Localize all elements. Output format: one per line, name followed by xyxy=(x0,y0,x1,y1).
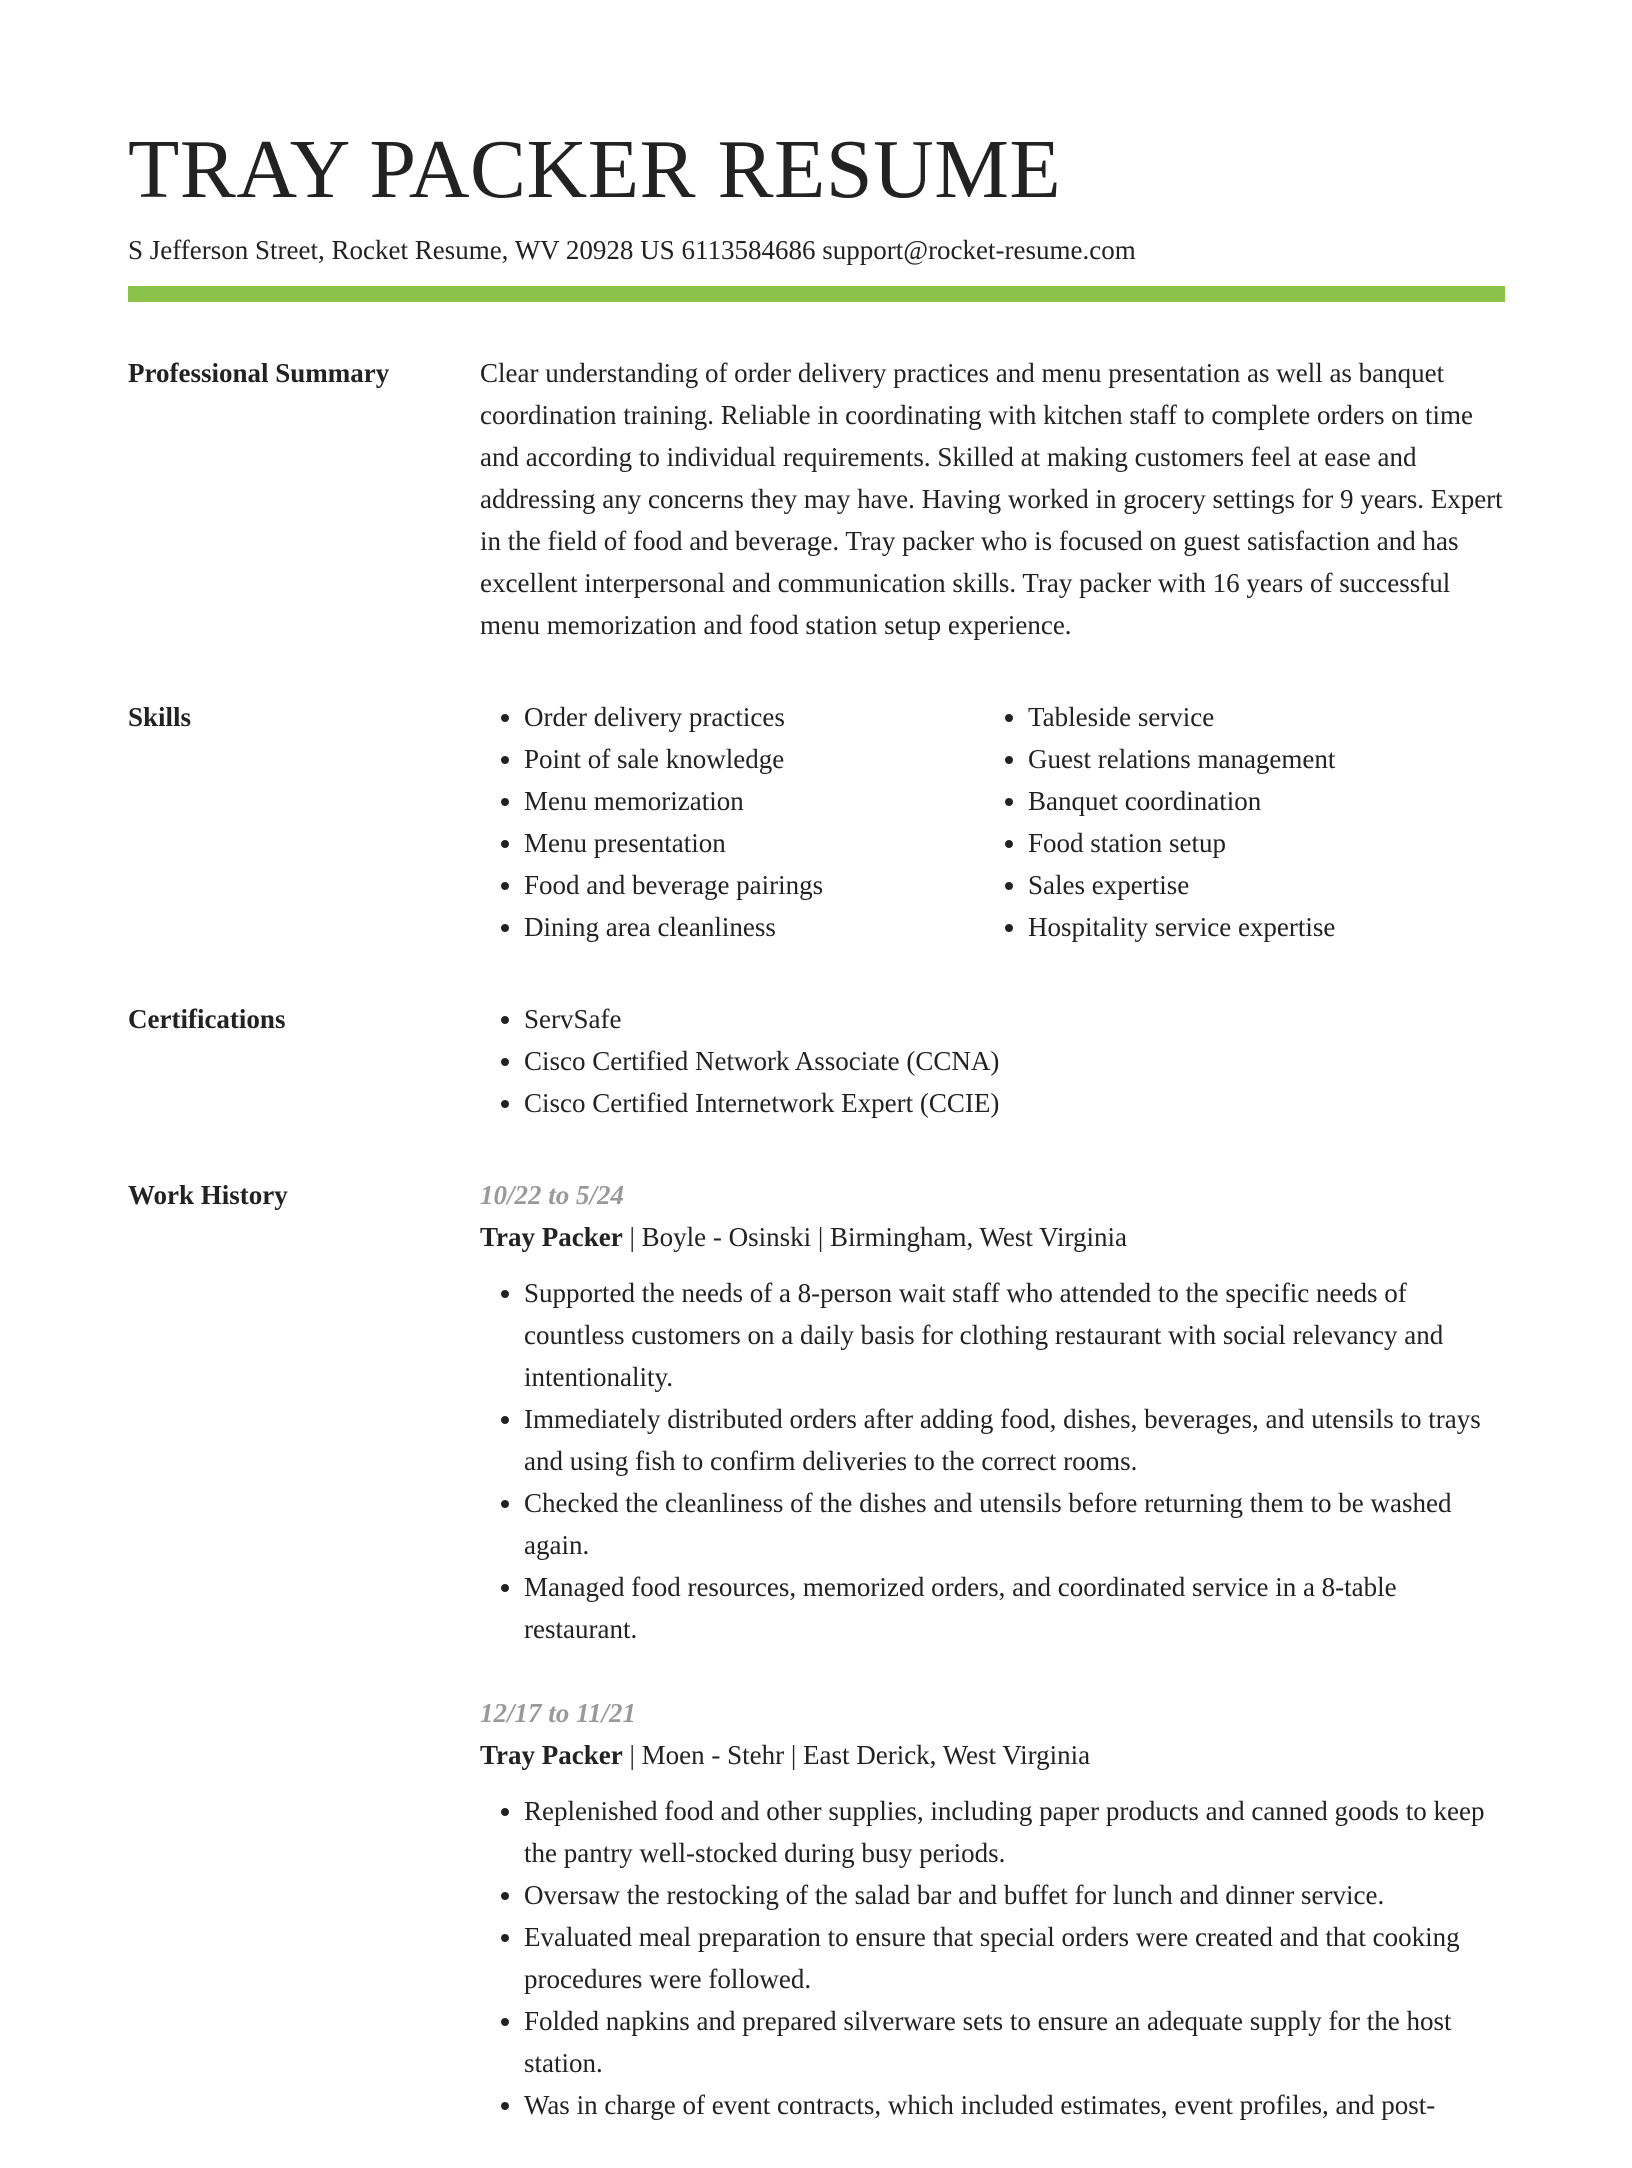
list-item: • Managed food resources, memorized orders, and coordinated service in a 8-table restaurant. xyxy=(524,1566,1505,1650)
list-item: • Cisco Certified Internetwork Expert (CCIE) xyxy=(524,1082,1505,1124)
section-title: Work History xyxy=(128,1180,288,1210)
list-item: • Was in charge of event contracts, which included estimates, event profiles, and post- xyxy=(524,2084,1505,2126)
skills-list-left xyxy=(480,696,984,948)
list-item: • Hospitality service expertise xyxy=(1028,906,1488,948)
list-item: • Dining area cleanliness xyxy=(524,906,984,948)
list-item: • Supported the needs of a 8-person wait staff who attended to the specific needs of countless customers on a daily basis for clothing restaurant with social relevancy and intentionality. xyxy=(524,1272,1505,1398)
section-title: Professional Summary xyxy=(128,358,390,388)
job-title: Tray Packer xyxy=(480,1222,623,1252)
list-item: • Tableside service xyxy=(1028,696,1488,738)
summary-text: Clear understanding of order delivery practices and menu presentation as well as banquet coordination training. Reliable in coordinating with kitchen staff to complete orders on time and according to individual requirements. Skilled at making customers feel at ease and addressing any concerns they may have. Having worked in grocery settings for 9 years. Expert in the field of food and beverage. Tray packer who is focused on guest satisfaction and has excellent interpersonal and communication skills. Tray packer with 16 years of successful menu memorization and food station setup experience. xyxy=(480,358,1503,640)
list-item: • Evaluated meal preparation to ensure that special orders were created and that cooking procedures were followed. xyxy=(524,1916,1505,2000)
list-item: • Menu presentation xyxy=(524,822,984,864)
job-bullets xyxy=(480,1272,1505,1650)
list-item: • Immediately distributed orders after adding food, dishes, beverages, and utensils to trays and using fish to confirm deliveries to the correct rooms. xyxy=(524,1398,1505,1482)
job-entry xyxy=(480,1174,1505,1650)
contact-line xyxy=(128,232,1505,268)
list-item: • Checked the cleanliness of the dishes and utensils before returning them to be washed again. xyxy=(524,1482,1505,1566)
contact-email: support@rocket-resume.com xyxy=(822,235,1136,265)
section-certifications xyxy=(128,998,1505,1124)
certifications-list xyxy=(480,998,1505,1124)
section-skills xyxy=(128,696,1505,948)
job-dates: 10/22 to 5/24 xyxy=(480,1180,625,1210)
list-item: • ServSafe xyxy=(524,998,1505,1040)
job-title-line xyxy=(480,1216,1505,1258)
list-item: • Folded napkins and prepared silverware sets to ensure an adequate supply for the host station. xyxy=(524,2000,1505,2084)
list-item: • Cisco Certified Network Associate (CCNA) xyxy=(524,1040,1505,1082)
list-item: • Menu memorization xyxy=(524,780,984,822)
list-item: • Order delivery practices xyxy=(524,696,984,738)
resume-name: TRAY PACKER RESUME xyxy=(128,123,1062,216)
header-divider xyxy=(128,286,1505,302)
job-details: | Moen - Stehr | East Derick, West Virginia xyxy=(622,1740,1091,1770)
section-title: Certifications xyxy=(128,1004,286,1034)
job-title: Tray Packer xyxy=(480,1740,623,1770)
resume-page xyxy=(128,120,1505,2168)
list-item: • Guest relations management xyxy=(1028,738,1488,780)
section-professional-summary xyxy=(128,352,1505,646)
job-bullets xyxy=(480,1790,1505,2126)
job-details: | Boyle - Osinski | Birmingham, West Virginia xyxy=(622,1222,1127,1252)
list-item: • Banquet coordination xyxy=(1028,780,1488,822)
contact-phone: 6113584686 xyxy=(681,235,816,265)
list-item: • Food and beverage pairings xyxy=(524,864,984,906)
contact-address: S Jefferson Street, Rocket Resume, WV 20928 US xyxy=(128,235,675,265)
list-item: • Sales expertise xyxy=(1028,864,1488,906)
section-work-history xyxy=(128,1174,1505,2168)
list-item: • Food station setup xyxy=(1028,822,1488,864)
job-entry xyxy=(480,1692,1505,2126)
section-title: Skills xyxy=(128,702,192,732)
list-item: • Replenished food and other supplies, including paper products and canned goods to keep the pantry well-stocked during busy periods. xyxy=(524,1790,1505,1874)
skills-list-right xyxy=(984,696,1488,948)
job-title-line xyxy=(480,1734,1505,1776)
job-dates: 12/17 to 11/21 xyxy=(480,1698,637,1728)
list-item: • Oversaw the restocking of the salad bar and buffet for lunch and dinner service. xyxy=(524,1874,1505,1916)
list-item: • Point of sale knowledge xyxy=(524,738,984,780)
